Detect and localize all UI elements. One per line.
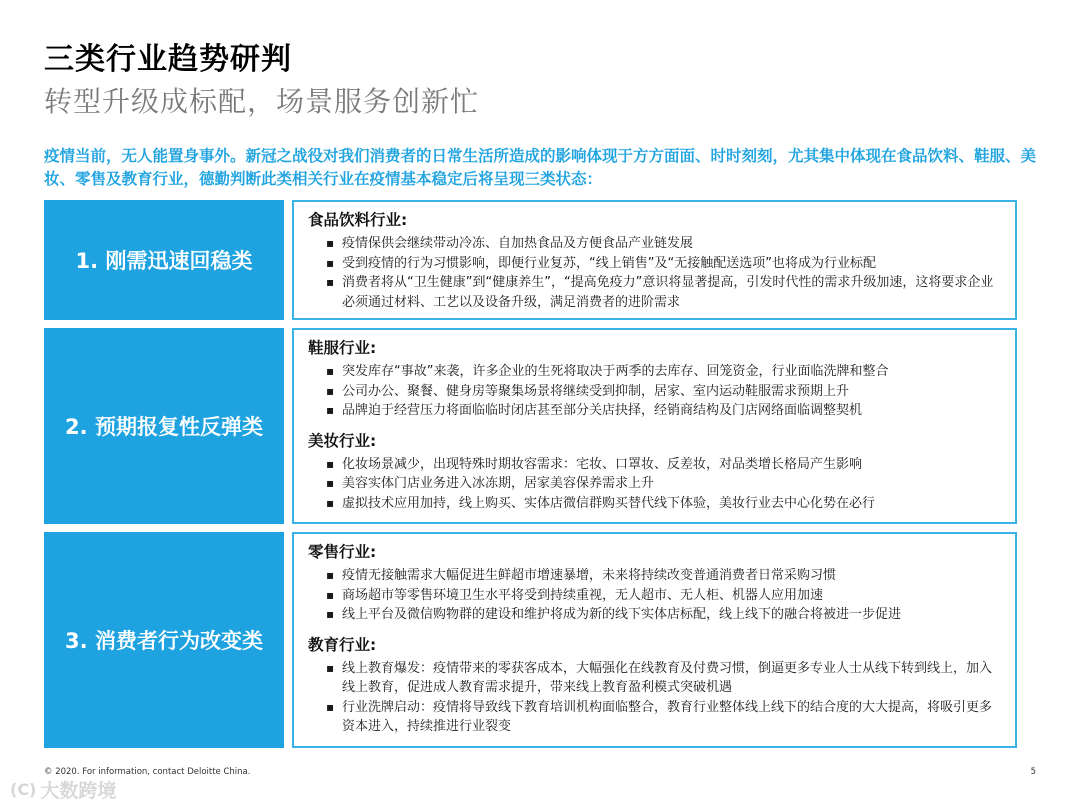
bullet-list (324, 455, 1003, 514)
industry-title: 教育行业: (308, 635, 377, 654)
bullet-list (324, 659, 1003, 737)
bullet-icon: ▪ (326, 476, 335, 490)
bullet-icon: ▪ (326, 607, 335, 621)
list-item (324, 254, 1003, 274)
list-item-text: 受到疫情的行为习惯影响，即便行业复苏，“线上销售”及“无接触配送选项”也将成为行业标配 (342, 255, 876, 271)
list-item (324, 273, 1003, 312)
bullet-icon: ▪ (326, 255, 335, 270)
bullet-icon: ▪ (326, 456, 335, 471)
page-number: 5 (1030, 767, 1036, 777)
bullet-icon: ▪ (326, 403, 335, 417)
category-label: 1. 刚需迅速回稳类 (44, 200, 284, 320)
list-item (324, 455, 1003, 475)
list-item (324, 659, 1003, 698)
list-item (324, 382, 1003, 402)
watermark-text: 大数跨境 (40, 780, 117, 802)
bullet-list (324, 566, 1003, 625)
bullet-icon: ▪ (326, 495, 335, 510)
list-item (324, 362, 1003, 382)
list-item (324, 234, 1003, 254)
bullet-icon: ▪ (326, 275, 335, 289)
list-item (324, 401, 1003, 421)
bullet-icon: ▪ (326, 660, 335, 675)
bullet-icon: ▪ (326, 364, 335, 378)
category-panel (292, 532, 1017, 748)
list-item (324, 586, 1003, 606)
category-label: 3. 消费者行为改变类 (44, 532, 284, 748)
bullet-list (324, 362, 1003, 421)
category-panel (292, 200, 1017, 320)
list-item-text: 美容实体门店业务进入冰冻期，居家美容保养需求上升 (342, 476, 655, 491)
watermark (10, 776, 116, 803)
list-item-text: 虚拟技术应用加持，线上购买、实体店微信群购买替代线下体验，美妆行业去中心化势在必行 (342, 495, 876, 511)
category-row-1 (44, 200, 1017, 320)
intro-paragraph: 疫情当前，无人能置身事外。新冠之战役对我们消费者的日常生活所造成的影响体现于方方面面、时时刻刻，尤其集中体现在食品饮料、鞋服、美妆、零售及教育行业，德勤判断此类相关行业在疫情基本稳定后将呈现三类状态： (44, 147, 1037, 188)
list-item-text: 商场超市等零售环境卫生水平将受到持续重视，无人超市、无人柜、机器人应用加速 (342, 587, 824, 603)
bullet-icon: ▪ (326, 587, 335, 602)
list-item-text: 线上平台及微信购物群的建设和维护将成为新的线下实体店标配，线上线下的融合将被进一步促进 (342, 607, 902, 622)
list-item-text: 品牌迫于经营压力将面临临时闭店甚至部分关店抉择，经销商结构及门店网络面临调整契机 (342, 403, 863, 418)
list-item-text: 突发库存“事故”来袭，许多企业的生死将取决于两季的去库存、回笼资金，行业面临洗牌和整合 (342, 364, 889, 379)
list-item-text: 化妆场景减少，出现特殊时期妆容需求：宅妆、口罩妆、反差妆，对品类增长格局产生影响 (342, 456, 863, 472)
bullet-icon: ▪ (326, 383, 335, 398)
watermark-logo-icon: (C) (10, 780, 37, 799)
list-item (324, 566, 1003, 586)
list-item-text: 消费者将从“卫生健康”到“健康养生”，“提高免疫力”意识将显著提高，引发时代性的需求升级加速，这将要求企业必须通过材料、工艺以及设备升级，满足消费者的进阶需求 (342, 275, 994, 310)
list-item-text: 线上教育爆发：疫情带来的零获客成本，大幅强化在线教育及付费习惯，倒逼更多专业人士从线下转到线上，加入线上教育，促进成人教育需求提升，带来线上教育盈利模式突破机遇 (342, 660, 993, 695)
list-item-text: 疫情无接触需求大幅促进生鲜超市增速暴增，未来将持续改变普通消费者日常采购习惯 (342, 568, 837, 583)
page-title: 三类行业趋势研判 (44, 42, 292, 77)
list-item (324, 698, 1003, 737)
bullet-icon: ▪ (326, 699, 335, 714)
list-item (324, 474, 1003, 494)
footer-copyright: © 2020. For information, contact Deloitte China. (44, 767, 251, 777)
category-label: 2. 预期报复性反弹类 (44, 328, 284, 524)
category-panel (292, 328, 1017, 524)
industry-title: 美妆行业: (308, 431, 377, 450)
page-subtitle: 转型升级成标配，场景服务创新忙 (44, 85, 480, 118)
list-item-text: 公司办公、聚餐、健身房等聚集场景将继续受到抑制，居家、室内运动鞋服需求预期上升 (342, 383, 850, 399)
list-item-text: 行业洗牌启动：疫情将导致线下教育培训机构面临整合，教育行业整体线上线下的结合度的大大提高，将吸引更多资本进入，持续推进行业裂变 (342, 699, 993, 734)
industry-title: 鞋服行业: (308, 339, 377, 357)
category-row-3 (44, 532, 1017, 748)
bullet-icon: ▪ (326, 236, 335, 250)
list-item (324, 605, 1003, 625)
industry-title: 零售行业: (308, 543, 377, 561)
list-item-text: 疫情保供会继续带动冷冻、自加热食品及方便食品产业链发展 (342, 236, 694, 251)
category-row-2 (44, 328, 1017, 524)
list-item (324, 494, 1003, 514)
industry-title: 食品饮料行业: (308, 211, 408, 229)
bullet-icon: ▪ (326, 568, 335, 582)
bullet-list (324, 234, 1003, 312)
